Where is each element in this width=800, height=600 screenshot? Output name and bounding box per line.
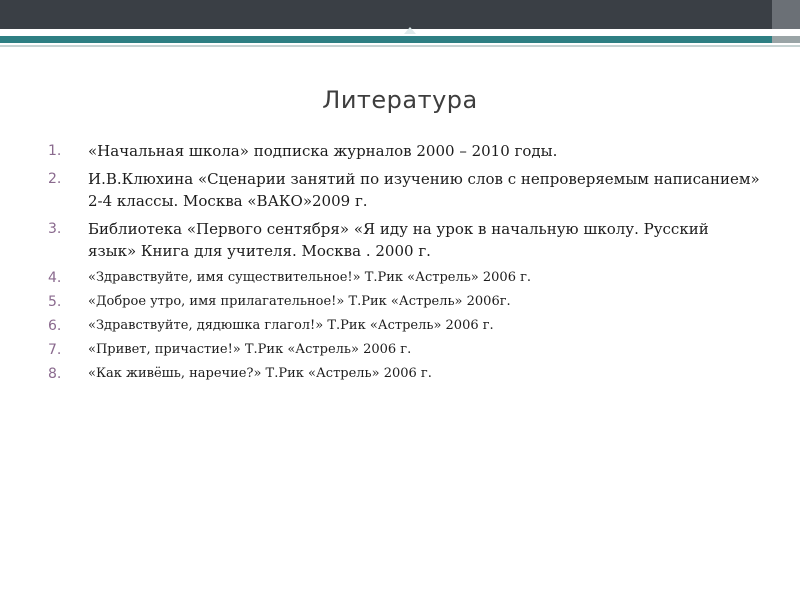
list-number: 8. [48,366,62,382]
list-item [40,316,760,336]
accent-band [0,36,800,43]
list-item-text: «Здравствуйте, имя существительное!» Т.Рик «Астрель» 2006 г. [88,270,532,285]
list-item-text: «Доброе утро, имя прилагательное!» Т.Рик «Астрель» 2006г. [88,294,511,309]
list-item [40,364,760,384]
divider-line [0,45,800,47]
triangle-marker-icon [404,27,416,34]
list-number: 6. [48,318,62,334]
list-number: 4. [48,270,62,286]
list-number: 2. [48,171,62,187]
list-number: 5. [48,294,62,310]
list-item-text: «Здравствуйте, дядюшка глагол!» Т.Рик «Астрель» 2006 г. [88,318,494,333]
list-item [40,168,760,212]
list-item-text: «Как живёшь, наречие?» Т.Рик «Астрель» 2006 г. [88,366,432,381]
list-number: 1. [48,143,62,159]
list-number: 7. [48,342,62,358]
list-item-text: «Начальная школа» подписка журналов 2000 – 2010 годы. [88,142,558,160]
list-item [40,340,760,360]
list-item-text: И.В.Клюхина «Сценарии занятий по изучению слов с непроверяемым написанием» 2-4 классы. Москва «ВАКО»2009 г. [88,170,760,210]
list-number: 3. [48,221,62,237]
list-item [40,140,760,162]
list-item [40,218,760,262]
list-item-text: «Привет, причастие!» Т.Рик «Астрель» 2006 г. [88,342,412,357]
reference-list [40,140,760,388]
list-item [40,268,760,288]
top-decor-bar [0,0,800,29]
accent-band-end [772,36,800,43]
list-item [40,292,760,312]
top-decor-accent [772,0,800,29]
list-item-text: Библиотека «Первого сентября» «Я иду на урок в начальную школу. Русский язык» Книга для учителя. Москва . 2000 г. [88,220,709,260]
slide-title: Литература [322,86,478,114]
